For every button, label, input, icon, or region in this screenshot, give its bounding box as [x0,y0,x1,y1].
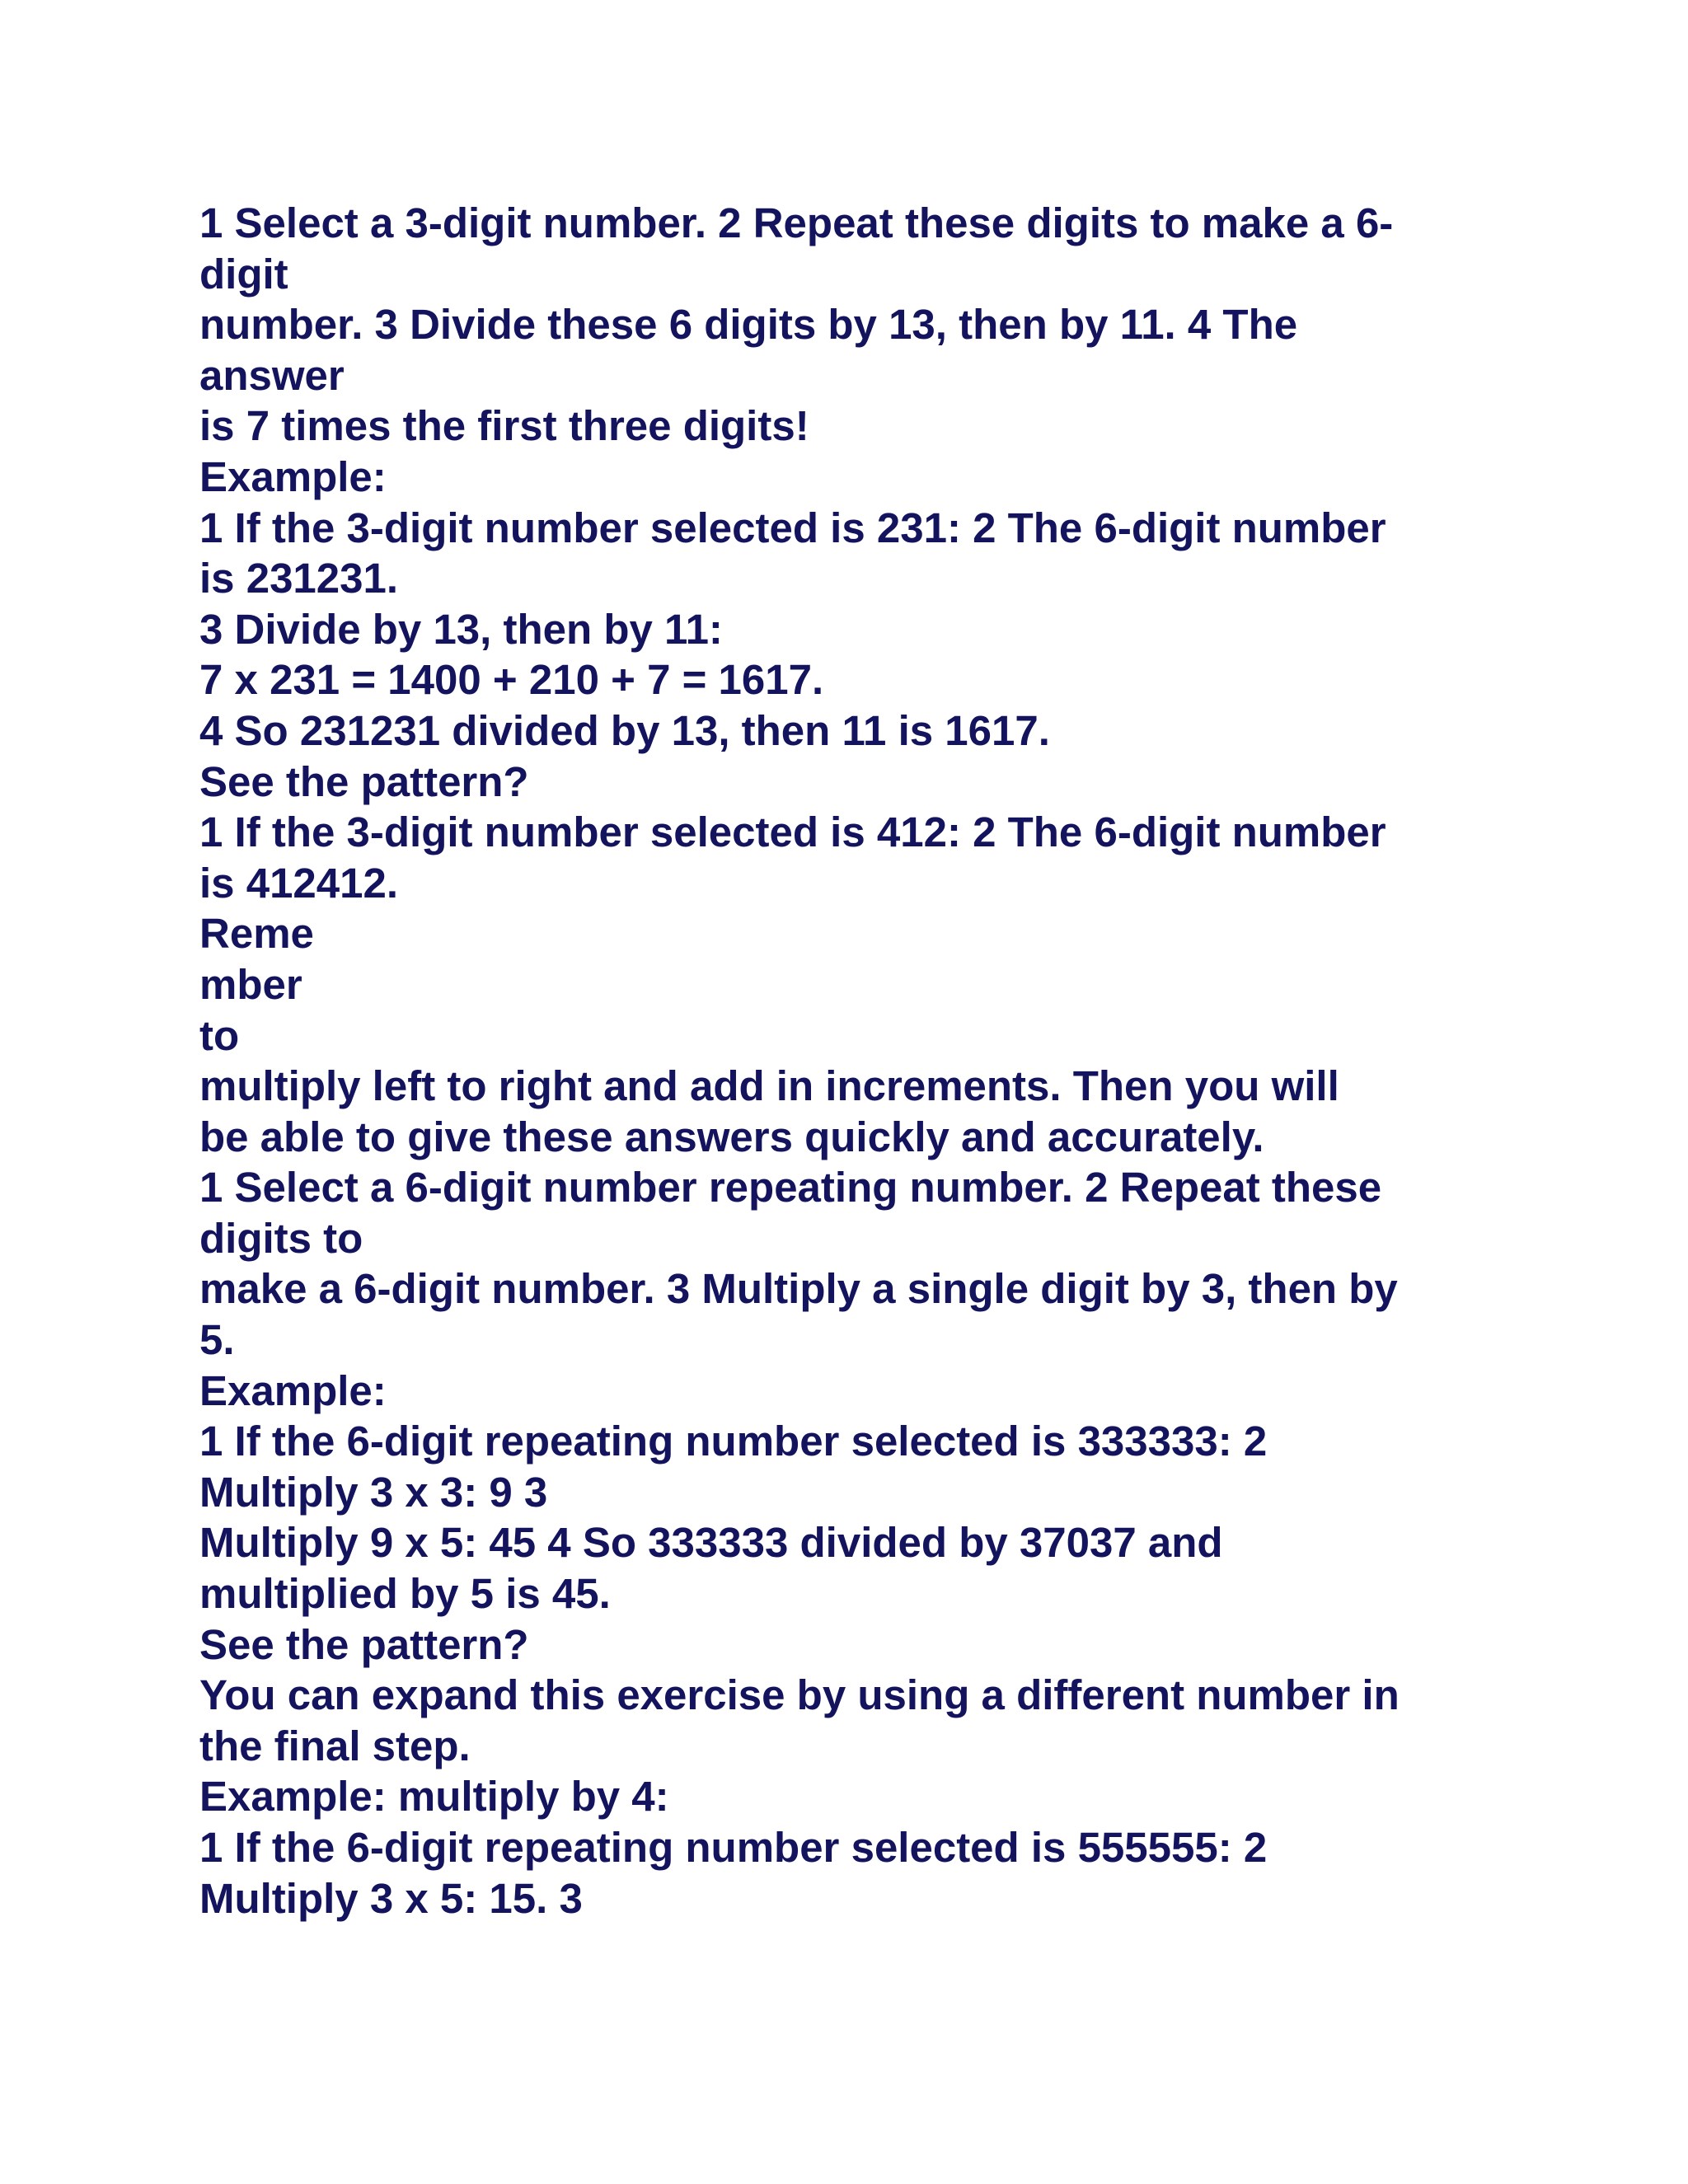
text-line: multiplied by 5 is 45. [199,1570,611,1618]
text-line: number. 3 Divide these 6 digits by 13, then by 11. 4 The [199,301,1298,349]
text-line: 4 So 231231 divided by 13, then 11 is 1617. [199,706,1050,754]
text-line: Example: multiply by 4: [199,1773,669,1821]
text-line: mber [199,960,302,1008]
text-line: Example: [199,452,387,500]
text-line: Multiply 9 x 5: 45 4 So 333333 divided by 37037 and [199,1519,1223,1567]
text-line: is 412412. [199,859,399,907]
text-line: You can expand this exercise by using a different number in [199,1671,1400,1719]
text-line: 3 Divide by 13, then by 11: [199,605,723,653]
text-line: 1 If the 3-digit number selected is 231: 2 The 6-digit number [199,504,1386,551]
text-line: 1 If the 3-digit number selected is 412: 2 The 6-digit number [199,808,1386,856]
text-line: make a 6-digit number. 3 Multiply a single digit by 3, then by [199,1265,1398,1313]
text-line: See the pattern? [199,1620,529,1668]
text-line: is 7 times the first three digits! [199,402,809,450]
text-line: 5. [199,1316,235,1364]
text-line: Example: [199,1366,387,1414]
text-line: Multiply 3 x 5: 15. 3 [199,1874,583,1922]
text-line: to [199,1011,240,1059]
text-line: the final step. [199,1722,471,1769]
text-line: multiply left to right and add in increments. Then you will [199,1062,1339,1110]
text-line: See the pattern? [199,757,529,805]
text-line: Reme [199,910,314,958]
text-line: 7 x 231 = 1400 + 210 + 7 = 1617. [199,656,824,704]
text-line: 1 If the 6-digit repeating number selected is 555555: 2 [199,1824,1268,1871]
text-line: answer [199,351,345,399]
text-line: be able to give these answers quickly and accurately. [199,1113,1264,1160]
text-line: 1 If the 6-digit repeating number selected is 333333: 2 [199,1418,1268,1465]
document-body [199,198,1485,1924]
text-line: digits to [199,1214,363,1262]
text-line: 1 Select a 6-digit number repeating number. 2 Repeat these [199,1164,1382,1212]
text-line: is 231231. [199,555,399,602]
text-line: digit [199,250,288,298]
text-line: Multiply 3 x 3: 9 3 [199,1468,548,1516]
text-line: 1 Select a 3-digit number. 2 Repeat these digits to make a 6- [199,199,1394,246]
